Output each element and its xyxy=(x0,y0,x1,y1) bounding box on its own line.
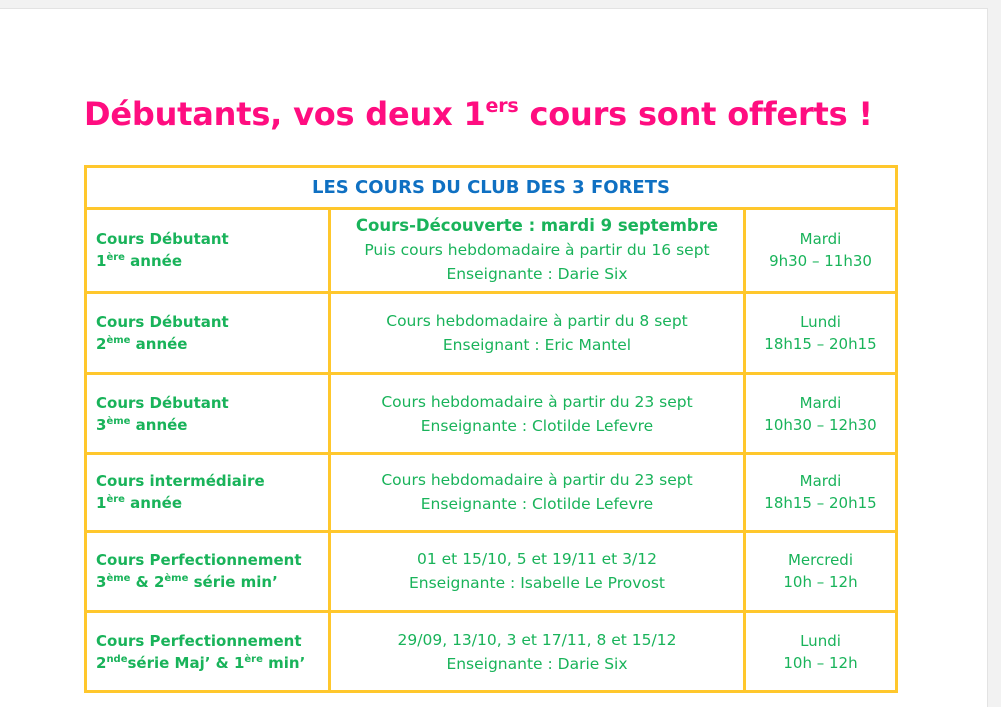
course-detail-cell xyxy=(330,454,745,532)
course-day: Lundi xyxy=(800,631,841,650)
course-name-cell xyxy=(86,612,330,692)
teacher-name: Enseignante : Clotilde Lefevre xyxy=(420,495,654,514)
course-level xyxy=(96,333,328,355)
course-level-text: 2 xyxy=(96,335,107,354)
course-detail-cell xyxy=(330,531,745,612)
course-level-text: année xyxy=(124,252,182,271)
teacher-name: Enseignante : Darie Six xyxy=(446,265,628,284)
course-name: Cours Perfectionnement xyxy=(96,551,302,570)
course-hours: 18h15 – 20h15 xyxy=(764,494,877,513)
course-level-superscript: ème xyxy=(106,415,131,427)
headline-superscript: ers xyxy=(485,95,519,117)
course-day: Mardi xyxy=(799,393,842,412)
course-level-superscript: ème xyxy=(106,335,131,347)
course-detail-cell xyxy=(330,612,745,692)
headline xyxy=(84,95,873,133)
course-name-cell xyxy=(86,454,330,532)
course-name-cell xyxy=(86,208,330,292)
course-schedule-text: 29/09, 13/10, 3 et 17/11, 8 et 15/12 xyxy=(397,630,677,649)
course-level-text: 3 xyxy=(96,415,107,434)
course-time-cell xyxy=(745,292,897,374)
course-schedule-text: Puis cours hebdomadaire à partir du 16 sept xyxy=(364,241,710,260)
course-level-superscript: ème xyxy=(106,573,131,585)
headline-part1: Débutants, vos deux 1 xyxy=(84,95,486,133)
course-level-text: 3 xyxy=(96,573,107,592)
course-level-text: année xyxy=(124,494,182,513)
table-row xyxy=(86,292,897,374)
course-level xyxy=(96,414,328,436)
table-row xyxy=(86,454,897,532)
course-name: Cours Perfectionnement xyxy=(96,631,302,650)
course-name-cell xyxy=(86,292,330,374)
course-level-text: & 2 xyxy=(130,573,165,592)
table-title-row xyxy=(86,167,897,209)
course-day: Mardi xyxy=(799,472,842,491)
course-level xyxy=(96,492,328,514)
course-time-cell xyxy=(745,208,897,292)
course-schedule-text: Cours hebdomadaire à partir du 23 sept xyxy=(381,392,693,411)
course-detail-cell xyxy=(330,292,745,374)
course-hours: 10h – 12h xyxy=(783,573,858,592)
table-row xyxy=(86,531,897,612)
course-level-text: année xyxy=(130,415,188,434)
course-schedule-text: Cours hebdomadaire à partir du 23 sept xyxy=(381,471,693,490)
teacher-name: Enseignante : Clotilde Lefevre xyxy=(420,416,654,435)
course-level-superscript: ème xyxy=(164,573,189,585)
course-level-superscript: ère xyxy=(106,252,125,264)
course-hours: 10h30 – 12h30 xyxy=(764,415,877,434)
discovery-course-note: Cours-Découverte : mardi 9 septembre xyxy=(355,216,719,236)
course-level-text: 2 xyxy=(96,653,107,672)
course-level-text: série min’ xyxy=(188,573,278,592)
course-level xyxy=(96,571,328,593)
teacher-name: Enseignante : Darie Six xyxy=(446,654,628,673)
course-name: Cours Débutant xyxy=(96,313,229,332)
course-name: Cours Débutant xyxy=(96,393,229,412)
course-hours: 9h30 – 11h30 xyxy=(769,252,872,271)
table-row xyxy=(86,612,897,692)
course-level xyxy=(96,250,328,272)
teacher-name: Enseignant : Eric Mantel xyxy=(442,336,632,355)
course-hours: 10h – 12h xyxy=(783,653,858,672)
course-level xyxy=(96,652,328,674)
course-level-superscript: ère xyxy=(106,494,125,506)
course-day: Mercredi xyxy=(787,551,853,570)
course-name: Cours intermédiaire xyxy=(96,472,265,491)
document-page xyxy=(0,8,988,707)
table-title: LES COURS DU CLUB DES 3 FORETS xyxy=(86,167,897,209)
courses-table xyxy=(84,165,898,693)
course-day: Lundi xyxy=(800,313,841,332)
course-level-text: min’ xyxy=(262,653,306,672)
course-day: Mardi xyxy=(799,230,842,249)
course-name: Cours Débutant xyxy=(96,230,229,249)
course-level-text: 1 xyxy=(96,494,107,513)
course-time-cell xyxy=(745,454,897,532)
table-row xyxy=(86,374,897,454)
course-level-superscript: ère xyxy=(244,653,263,665)
course-schedule-text: 01 et 15/10, 5 et 19/11 et 3/12 xyxy=(417,550,657,569)
course-time-cell xyxy=(745,374,897,454)
course-name-cell xyxy=(86,531,330,612)
headline-part2: cours sont offerts ! xyxy=(518,95,873,133)
course-level-text: série Maj’ & 1 xyxy=(127,653,245,672)
course-time-cell xyxy=(745,612,897,692)
course-level-superscript: nde xyxy=(106,653,128,665)
course-schedule-text: Cours hebdomadaire à partir du 8 sept xyxy=(386,312,688,331)
course-level-text: année xyxy=(130,335,188,354)
course-level-text: 1 xyxy=(96,252,107,271)
course-detail-cell xyxy=(330,374,745,454)
course-time-cell xyxy=(745,531,897,612)
course-name-cell xyxy=(86,374,330,454)
table-row xyxy=(86,208,897,292)
course-detail-cell xyxy=(330,208,745,292)
teacher-name: Enseignante : Isabelle Le Provost xyxy=(408,574,666,593)
course-hours: 18h15 – 20h15 xyxy=(764,335,877,354)
